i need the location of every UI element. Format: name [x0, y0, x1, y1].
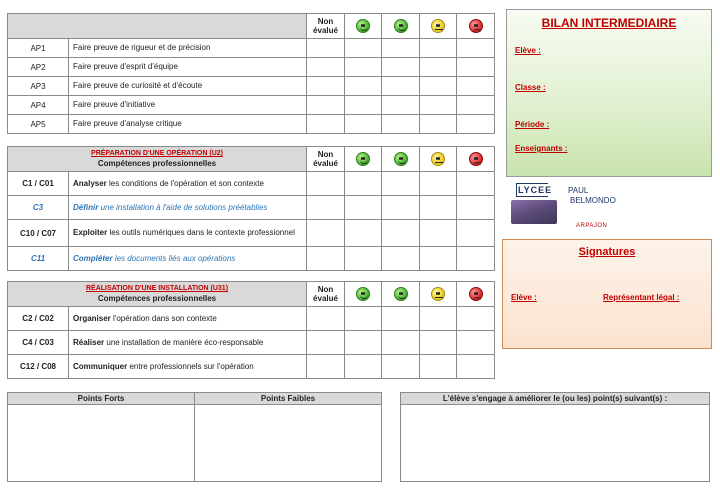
realisation-table	[7, 281, 495, 379]
competence-desc: Compléter les documents liés aux opérations	[69, 247, 307, 271]
competence-desc: Communiquer entre professionnels sur l'opération	[69, 355, 307, 379]
enseignants-label: Enseignants :	[515, 144, 568, 153]
ap-code: AP2	[8, 58, 69, 77]
eval-cell[interactable]	[457, 196, 495, 220]
eval-cell[interactable]	[345, 355, 382, 379]
good-smiley-icon	[394, 152, 408, 166]
eval-cell[interactable]	[420, 220, 457, 247]
competence-desc: Analyser les conditions de l'opération et son contexte	[69, 172, 307, 196]
non-evalue-header: Non évalué	[307, 147, 345, 172]
realisation-header	[8, 282, 307, 307]
ap-table	[7, 13, 495, 134]
medium-smiley-icon	[431, 19, 445, 33]
eval-cell[interactable]	[457, 172, 495, 196]
section-title: PRÉPARATION D'UNE OPÉRATION (U2)	[91, 150, 223, 157]
eval-cell[interactable]	[457, 115, 495, 134]
eval-cell[interactable]	[382, 355, 420, 379]
table-row	[8, 355, 495, 379]
eval-cell[interactable]	[457, 220, 495, 247]
eval-cell[interactable]	[457, 77, 495, 96]
eval-cell[interactable]	[420, 355, 457, 379]
representant-signature-label: Représentant légal :	[603, 293, 680, 302]
eval-cell[interactable]	[345, 220, 382, 247]
eval-cell[interactable]	[420, 247, 457, 271]
eval-cell[interactable]	[382, 96, 420, 115]
eleve-label: Elève :	[515, 46, 541, 55]
table-row	[8, 39, 495, 58]
eval-cell[interactable]	[345, 331, 382, 355]
eval-cell[interactable]	[307, 355, 345, 379]
eval-cell[interactable]	[345, 247, 382, 271]
competence-code: C12 / C08	[8, 355, 69, 379]
competence-code: C4 / C03	[8, 331, 69, 355]
eval-cell[interactable]	[420, 172, 457, 196]
eval-cell[interactable]	[420, 307, 457, 331]
eval-cell[interactable]	[307, 307, 345, 331]
eval-cell[interactable]	[345, 307, 382, 331]
eval-cell[interactable]	[345, 196, 382, 220]
competence-code: C11	[8, 247, 69, 271]
ap-code: AP1	[8, 39, 69, 58]
eval-cell[interactable]	[382, 307, 420, 331]
eval-cell[interactable]	[382, 77, 420, 96]
bilan-title: BILAN INTERMEDIAIRE	[541, 16, 677, 30]
points-faibles-field[interactable]	[195, 405, 382, 482]
engagement-header: L'élève s'engage à améliorer le (ou les) point(s) suivant(s) :	[401, 393, 710, 405]
eval-cell[interactable]	[307, 96, 345, 115]
eval-cell[interactable]	[307, 58, 345, 77]
medium-smiley-icon	[431, 152, 445, 166]
engagement-field[interactable]	[401, 405, 710, 482]
periode-label: Période :	[515, 120, 550, 129]
medium-smiley-icon	[431, 287, 445, 301]
ap-code: AP4	[8, 96, 69, 115]
ap-desc: Faire preuve de rigueur et de précision	[69, 39, 307, 58]
competence-code: C1 / C01	[8, 172, 69, 196]
table-row	[8, 196, 495, 220]
eval-cell[interactable]	[382, 172, 420, 196]
eval-cell[interactable]	[457, 96, 495, 115]
table-row	[8, 77, 495, 96]
eval-cell[interactable]	[307, 220, 345, 247]
eval-cell[interactable]	[345, 96, 382, 115]
eval-cell[interactable]	[307, 331, 345, 355]
eval-cell[interactable]	[420, 96, 457, 115]
points-forts-field[interactable]	[8, 405, 195, 482]
eval-cell[interactable]	[345, 58, 382, 77]
eval-cell[interactable]	[382, 247, 420, 271]
bilan-panel	[506, 9, 712, 177]
engagement-table	[400, 392, 710, 482]
eleve-signature-label: Elève :	[511, 293, 537, 302]
eval-cell[interactable]	[457, 39, 495, 58]
table-row	[8, 115, 495, 134]
eval-cell[interactable]	[382, 220, 420, 247]
table-row	[8, 220, 495, 247]
eval-cell[interactable]	[457, 58, 495, 77]
eval-cell[interactable]	[345, 172, 382, 196]
eval-cell[interactable]	[382, 115, 420, 134]
eval-cell[interactable]	[307, 115, 345, 134]
ap-desc: Faire preuve d'esprit d'équipe	[69, 58, 307, 77]
table-row	[8, 172, 495, 196]
preparation-header	[8, 147, 307, 172]
eval-cell[interactable]	[382, 331, 420, 355]
signatures-title: Signatures	[578, 246, 636, 258]
points-table	[7, 392, 382, 482]
eval-cell[interactable]	[345, 77, 382, 96]
competence-desc: Exploiter les outils numériques dans le contexte professionnel	[69, 220, 307, 247]
table-row	[8, 96, 495, 115]
classe-label: Classe :	[515, 83, 546, 92]
section-subtitle: Compétences professionnelles	[97, 159, 217, 168]
eval-cell[interactable]	[345, 115, 382, 134]
ap-code: AP5	[8, 115, 69, 134]
ap-desc: Faire preuve d'analyse critique	[69, 115, 307, 134]
eval-cell[interactable]	[457, 355, 495, 379]
competence-code: C3	[8, 196, 69, 220]
competence-desc: Réaliser une installation de manière éco-responsable	[69, 331, 307, 355]
school-logo	[508, 182, 618, 236]
non-evalue-header: Non évalué	[307, 282, 345, 307]
very-good-smiley-icon	[356, 287, 370, 301]
signatures-panel	[502, 239, 712, 349]
competence-code: C2 / C02	[8, 307, 69, 331]
points-faibles-header: Points Faibles	[195, 393, 382, 405]
section-title: RÉALISATION D'UNE INSTALLATION (U31)	[85, 285, 229, 292]
good-smiley-icon	[394, 19, 408, 33]
eval-cell[interactable]	[457, 247, 495, 271]
eval-cell[interactable]	[420, 196, 457, 220]
bad-smiley-icon	[469, 19, 483, 33]
competence-desc: Définir une installation à l'aide de solutions préétablies	[69, 196, 307, 220]
good-smiley-icon	[394, 287, 408, 301]
eval-cell[interactable]	[420, 77, 457, 96]
logo-belmondo-text: BELMONDO	[570, 196, 616, 205]
eval-cell[interactable]	[307, 77, 345, 96]
logo-paul-text: PAUL	[568, 186, 589, 195]
table-row	[8, 307, 495, 331]
section-subtitle: Compétences professionnelles	[97, 294, 217, 303]
ap-desc: Faire preuve d'initiative	[69, 96, 307, 115]
ap-header-blank	[8, 14, 307, 39]
school-building-image	[511, 200, 557, 224]
bad-smiley-icon	[469, 152, 483, 166]
bad-smiley-icon	[469, 287, 483, 301]
preparation-table	[7, 146, 495, 271]
ap-desc: Faire preuve de curiosité et d'écoute	[69, 77, 307, 96]
eval-cell[interactable]	[420, 58, 457, 77]
eval-cell[interactable]	[420, 331, 457, 355]
eval-cell[interactable]	[307, 39, 345, 58]
eval-cell[interactable]	[420, 115, 457, 134]
very-good-smiley-icon	[356, 19, 370, 33]
non-evalue-header: Non évalué	[307, 14, 345, 39]
points-forts-header: Points Forts	[8, 393, 195, 405]
eval-cell[interactable]	[457, 307, 495, 331]
eval-cell[interactable]	[345, 39, 382, 58]
ap-code: AP3	[8, 77, 69, 96]
logo-lycee-text: LYCEE	[518, 185, 553, 195]
eval-cell[interactable]	[382, 196, 420, 220]
table-row	[8, 331, 495, 355]
table-row	[8, 247, 495, 271]
eval-cell[interactable]	[457, 331, 495, 355]
eval-cell[interactable]	[307, 247, 345, 271]
eval-cell[interactable]	[382, 58, 420, 77]
table-row	[8, 58, 495, 77]
competence-code: C10 / C07	[8, 220, 69, 247]
competence-desc: Organiser l'opération dans son contexte	[69, 307, 307, 331]
eval-cell[interactable]	[307, 196, 345, 220]
logo-city-text: ARPAJON	[576, 223, 608, 229]
eval-cell[interactable]	[420, 39, 457, 58]
eval-cell[interactable]	[307, 172, 345, 196]
eval-cell[interactable]	[382, 39, 420, 58]
very-good-smiley-icon	[356, 152, 370, 166]
